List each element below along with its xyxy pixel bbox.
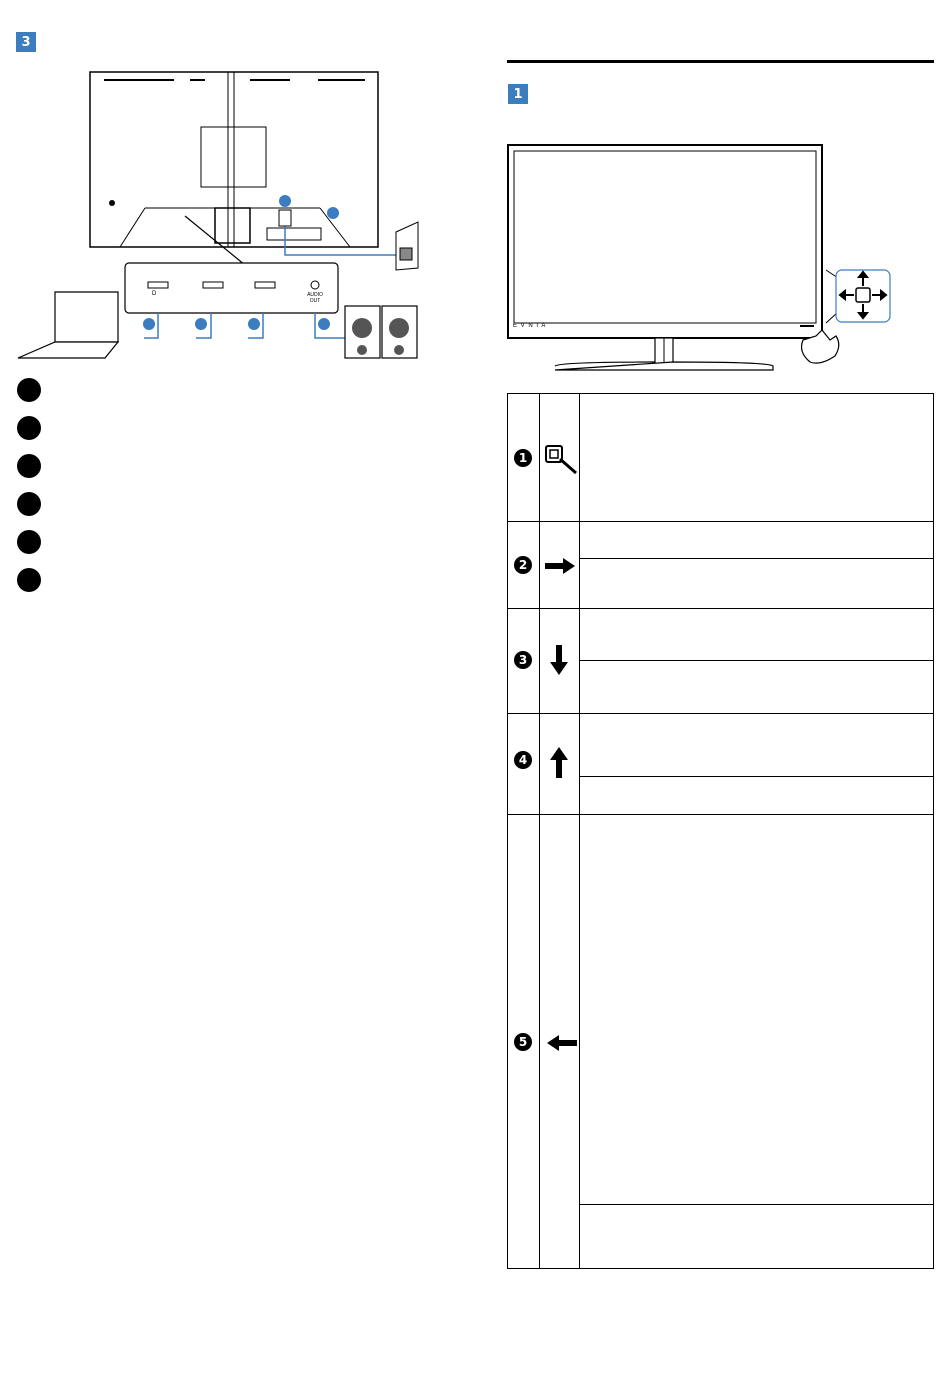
monitor-brand-label: E V N I A (513, 323, 547, 329)
legend-marker-2 (17, 416, 41, 440)
row-number-3: 3 (514, 651, 532, 669)
arrow-up-icon (549, 745, 569, 779)
function-table (507, 393, 934, 1269)
wall-socket (396, 222, 418, 270)
osd-menu-icon (543, 443, 579, 477)
section-badge-3: 3 (16, 32, 36, 52)
monitor-back (90, 72, 378, 247)
row-number-5: 5 (514, 1033, 532, 1051)
connection-diagram (0, 60, 470, 370)
arrow-down-icon (549, 643, 569, 677)
arrow-right-icon (543, 556, 579, 576)
legend-marker-3 (17, 454, 41, 478)
row-number-4: 4 (514, 751, 532, 769)
dp-port-label: D (152, 291, 157, 297)
laptop (18, 292, 118, 358)
legend-marker-5 (17, 530, 41, 554)
audio-out-label: AUDIO OUT (307, 292, 323, 304)
arrow-left-icon (543, 1033, 579, 1053)
section-badge-1: 1 (508, 84, 528, 104)
speakers (345, 306, 417, 358)
legend-marker-4 (17, 492, 41, 516)
row-number-1: 1 (514, 449, 532, 467)
legend-marker-1 (17, 378, 41, 402)
legend-marker-6 (17, 568, 41, 592)
section-rule (507, 60, 934, 63)
row-number-2: 2 (514, 556, 532, 574)
monitor-front-illustration (500, 140, 900, 380)
